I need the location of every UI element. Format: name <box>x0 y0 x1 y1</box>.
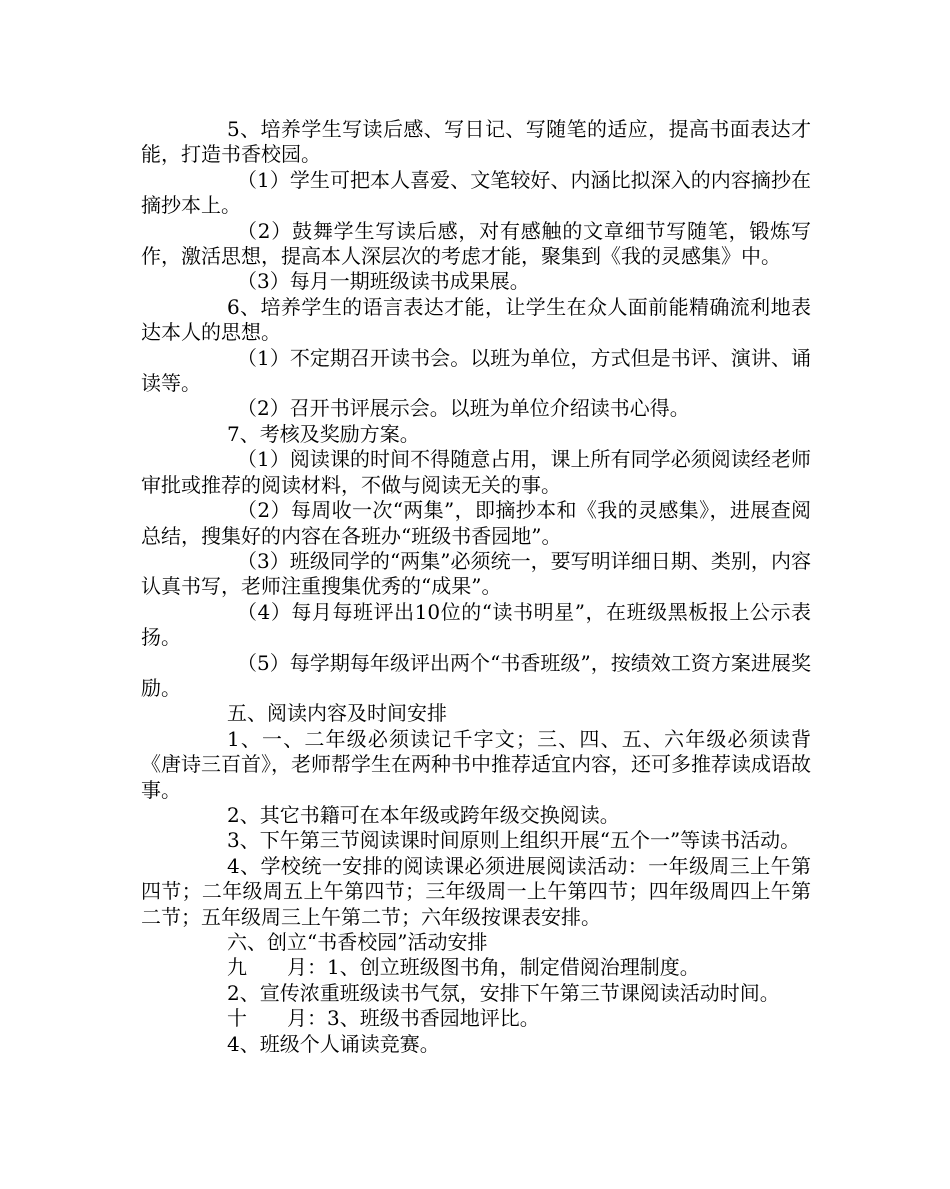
sub-item-paragraph: （3）每月一期班级读书成果展。 <box>237 269 530 294</box>
item-paragraph: 3、下午第三节阅读课时间原则上组织开展“五个一”等读书活动。 <box>227 828 801 853</box>
item-paragraph: 4、班级个人诵读竞赛。 <box>227 1031 440 1056</box>
item-paragraph: 5、培养学生写读后感、写日记、写随笔的适应，提高书面表达才能，打造书香校园。 <box>141 117 811 167</box>
item-paragraph: 2、其它书籍可在本年级或跨年级交换阅读。 <box>227 802 620 827</box>
item-paragraph: 十 月：3、班级书香园地评比。 <box>227 1006 540 1031</box>
sub-item-paragraph: （5）每学期每年级评出两个“书香班级”，按绩效工资方案进展奖励。 <box>141 650 811 700</box>
sub-item-paragraph: （2）鼓舞学生写读后感，对有感触的文章细节写随笔，锻炼写作，激活思想，提高本人深层次的考虑才能，聚集到《我的灵感集》中。 <box>141 218 811 269</box>
sub-item-paragraph: （2）召开书评展示会。以班为单位介绍读书心得。 <box>237 396 690 421</box>
document-body <box>141 117 811 1057</box>
item-paragraph: 2、宣传浓重班级读书气氛，安排下午第三节课阅读活动时间。 <box>227 980 780 1005</box>
item-paragraph: 五、阅读内容及时间安排 <box>227 701 447 726</box>
sub-item-paragraph: （1）学生可把本人喜爱、文笔较好、内涵比拟深入的内容摘抄在摘抄本上。 <box>141 167 811 218</box>
sub-item-paragraph: （1）不定期召开读书会。以班为单位，方式但是书评、演讲、诵读等。 <box>141 345 811 396</box>
item-paragraph: 7、考核及奖励方案。 <box>227 421 420 446</box>
item-paragraph: 4、学校统一安排的阅读课必须进展阅读活动：一年级周三上午第四节；二年级周五上午第四节；三年级周一上午第四节；四年级周四上午第二节；五年级周三上午第二节；六年级按课表安排。 <box>141 853 811 929</box>
item-paragraph: 1、一、二年级必须读记千字文；三、四、五、六年级必须读背《唐诗三百首》，老师帮学生在两种书中推荐适宜内容，还可多推荐读成语故事。 <box>141 726 811 802</box>
item-paragraph: 九 月：1、创立班级图书角，制定借阅治理制度。 <box>227 955 700 980</box>
item-paragraph: 六、创立“书香校园”活动安排 <box>227 930 488 954</box>
item-paragraph: 6、培养学生的语言表达才能，让学生在众人面前能精确流利地表达本人的思想。 <box>141 294 811 345</box>
sub-item-paragraph: （2）每周收一次“两集”，即摘抄本和《我的灵感集》，进展查阅总结，搜集好的内容在各班办“班级书香园地”。 <box>141 498 811 548</box>
sub-item-paragraph: （3）班级同学的“两集”必须统一，要写明详细日期、类别，内容认真书写，老师注重搜集优秀的“成果”。 <box>141 548 811 599</box>
sub-item-paragraph: （1）阅读课的时间不得随意占用，课上所有同学必须阅读经老师审批或推荐的阅读材料，不做与阅读无关的事。 <box>141 447 811 497</box>
sub-item-paragraph: （4）每月每班评出10位的“读书明星”，在班级黑板报上公示表扬。 <box>141 599 811 650</box>
